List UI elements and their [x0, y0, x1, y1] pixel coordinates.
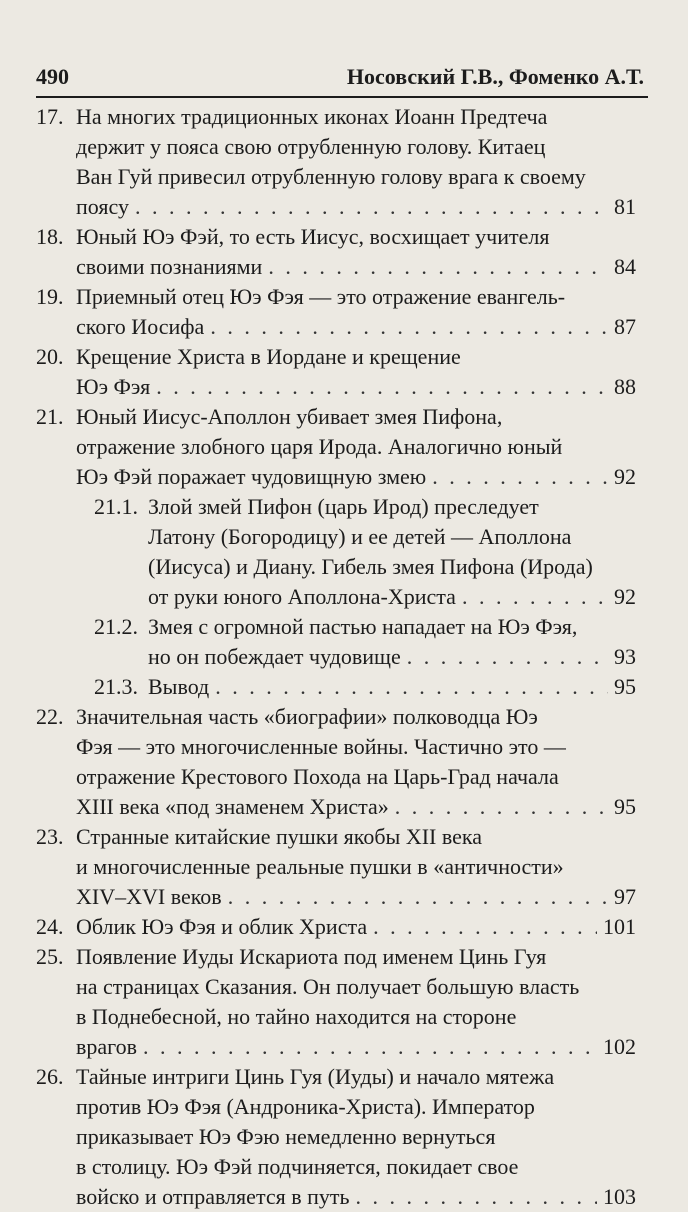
toc-entry-number: 23.: [36, 824, 64, 849]
toc-entry: [36, 402, 636, 492]
toc-entry-text-line: Юэ Фэй поражает чудовищную змею: [76, 464, 427, 489]
dot-leader: [135, 192, 608, 222]
dot-leader: [215, 672, 608, 702]
toc-entry-text-line: Странные китайские пушки якобы XII века: [76, 824, 483, 849]
dot-leader: [373, 912, 597, 942]
toc-entry-text-line: Значительная часть «биографии» полководца Юэ: [76, 704, 538, 729]
toc-entry-text-line: войско и отправляется в путь: [76, 1184, 350, 1209]
header-rule: [36, 96, 648, 98]
toc-entry-text-line: в столицу. Юэ Фэй подчиняется, покидает свое: [76, 1154, 519, 1179]
toc-entry-number: 21.1.: [94, 494, 138, 519]
running-title: Носовский Г.В., Фоменко А.Т.: [346, 64, 644, 89]
toc-entry-text-line: приказывает Юэ Фэю немедленно вернуться: [76, 1124, 496, 1149]
toc-entry-text-line: на страницах Сказания. Он получает большую власть: [76, 974, 580, 999]
toc-page-number: 88: [614, 374, 636, 399]
toc-entry-text-line: против Юэ Фэя (Андроника-Христа). Император: [76, 1094, 535, 1119]
toc-entry-text-line: отражение Крестового Похода на Царь-Град начала: [76, 764, 559, 789]
toc-entry-text-line: Облик Юэ Фэя и облик Христа: [76, 914, 368, 939]
toc-entry-text-line: Юный Иисус-Аполлон убивает змея Пифона,: [76, 404, 503, 429]
toc-entry-text-line: от руки юного Аполлона-Христа: [148, 584, 456, 609]
dot-leader: [395, 792, 608, 822]
toc-entry-number: 24.: [36, 914, 64, 939]
toc-page-number: 84: [614, 254, 636, 279]
dot-leader: [143, 1032, 597, 1062]
toc-page-number: 92: [614, 464, 636, 489]
toc-entry-text-line: Тайные интриги Цинь Гуя (Иуды) и начало мятежа: [76, 1064, 555, 1089]
toc-page-number: 92: [614, 584, 636, 609]
toc-entry-text-line: XIII века «под знаменем Христа»: [76, 794, 389, 819]
toc-entry-text-line: Фэя — это многочисленные войны. Частично это —: [76, 734, 566, 759]
dot-leader: [156, 372, 608, 402]
toc-entry: [36, 1062, 636, 1212]
toc-entry-text-line: Появление Иуды Искариота под именем Цинь Гуя: [76, 944, 547, 969]
toc-entry-number: 21.: [36, 404, 64, 429]
toc-entry: [36, 942, 636, 1062]
toc-page-number: 95: [614, 794, 636, 819]
toc-page-number: 103: [603, 1184, 636, 1209]
toc-page-number: 95: [614, 674, 636, 699]
page-number: 490: [36, 64, 69, 89]
toc-entry-text-line: но он побеждает чудовище: [148, 644, 401, 669]
toc-entry: [36, 912, 636, 942]
toc-entry: [36, 222, 636, 282]
dot-leader: [268, 252, 608, 282]
toc-entry-text-line: отражение злобного царя Ирода. Аналогично юный: [76, 434, 563, 459]
dot-leader: [210, 312, 608, 342]
toc-entry-text-line: На многих традиционных иконах Иоанн Предтеча: [76, 104, 548, 129]
toc-entry-text-line: Ван Гуй привесил отрубленную голову врага к своему: [76, 164, 586, 189]
toc-entry: [94, 612, 636, 672]
toc-entry: [36, 342, 636, 402]
toc-entry-number: 17.: [36, 104, 64, 129]
toc-entry-number: 19.: [36, 284, 64, 309]
toc-entry-text-line: Латону (Богородицу) и ее детей — Аполлона: [148, 524, 572, 549]
toc-page-number: 93: [614, 644, 636, 669]
toc-entry-number: 20.: [36, 344, 64, 369]
toc-entry-text-line: Приемный отец Юэ Фэя — это отражение евангель-: [76, 284, 566, 309]
toc-page-number: 81: [614, 194, 636, 219]
toc-entry-text-line: Юэ Фэя: [76, 374, 151, 399]
toc-entry-text-line: держит у пояса свою отрубленную голову. Китаец: [76, 134, 546, 159]
toc-entry-text-line: XIV–XVI веков: [76, 884, 222, 909]
toc-page-number: 87: [614, 314, 636, 339]
toc-entry-text-line: Злой змей Пифон (царь Ирод) преследует: [148, 494, 539, 519]
toc-entry-text-line: в Поднебесной, но тайно находится на стороне: [76, 1004, 517, 1029]
toc-entry-number: 21.2.: [94, 614, 138, 639]
toc-entry-number: 22.: [36, 704, 64, 729]
toc-entry-text-line: поясу: [76, 194, 129, 219]
dot-leader: [462, 582, 608, 612]
dot-leader: [228, 882, 608, 912]
toc-entry-number: 26.: [36, 1064, 64, 1089]
toc-page-number: 101: [603, 914, 636, 939]
table-of-contents: [36, 102, 636, 1212]
dot-leader: [356, 1182, 597, 1212]
toc-entry-text-line: Юный Юэ Фэй, то есть Иисус, восхищает учителя: [76, 224, 550, 249]
toc-entry-text-line: ского Иосифа: [76, 314, 205, 339]
toc-entry-text-line: Змея с огромной пастью нападает на Юэ Фэя,: [148, 614, 578, 639]
toc-entry: [36, 822, 636, 912]
toc-entry-number: 18.: [36, 224, 64, 249]
toc-entry: [36, 102, 636, 222]
toc-page-number: 97: [614, 884, 636, 909]
running-header: [36, 54, 644, 90]
toc-entry: [36, 702, 636, 822]
toc-entry-text-line: Крещение Христа в Иордане и крещение: [76, 344, 461, 369]
toc-entry: [94, 672, 636, 702]
toc-entry-text-line: и многочисленные реальные пушки в «античности»: [76, 854, 564, 879]
dot-leader: [407, 642, 608, 672]
dot-leader: [432, 462, 608, 492]
toc-page-number: 102: [603, 1034, 636, 1059]
toc-entry-text-line: Вывод: [148, 674, 210, 699]
toc-entry-number: 25.: [36, 944, 64, 969]
toc-entry-text-line: (Иисуса) и Диану. Гибель змея Пифона (Ирода): [148, 554, 593, 579]
toc-entry: [36, 282, 636, 342]
toc-entry-number: 21.3.: [94, 674, 138, 699]
toc-entry: [94, 492, 636, 612]
toc-entry-text-line: врагов: [76, 1034, 138, 1059]
toc-entry-text-line: своими познаниями: [76, 254, 263, 279]
